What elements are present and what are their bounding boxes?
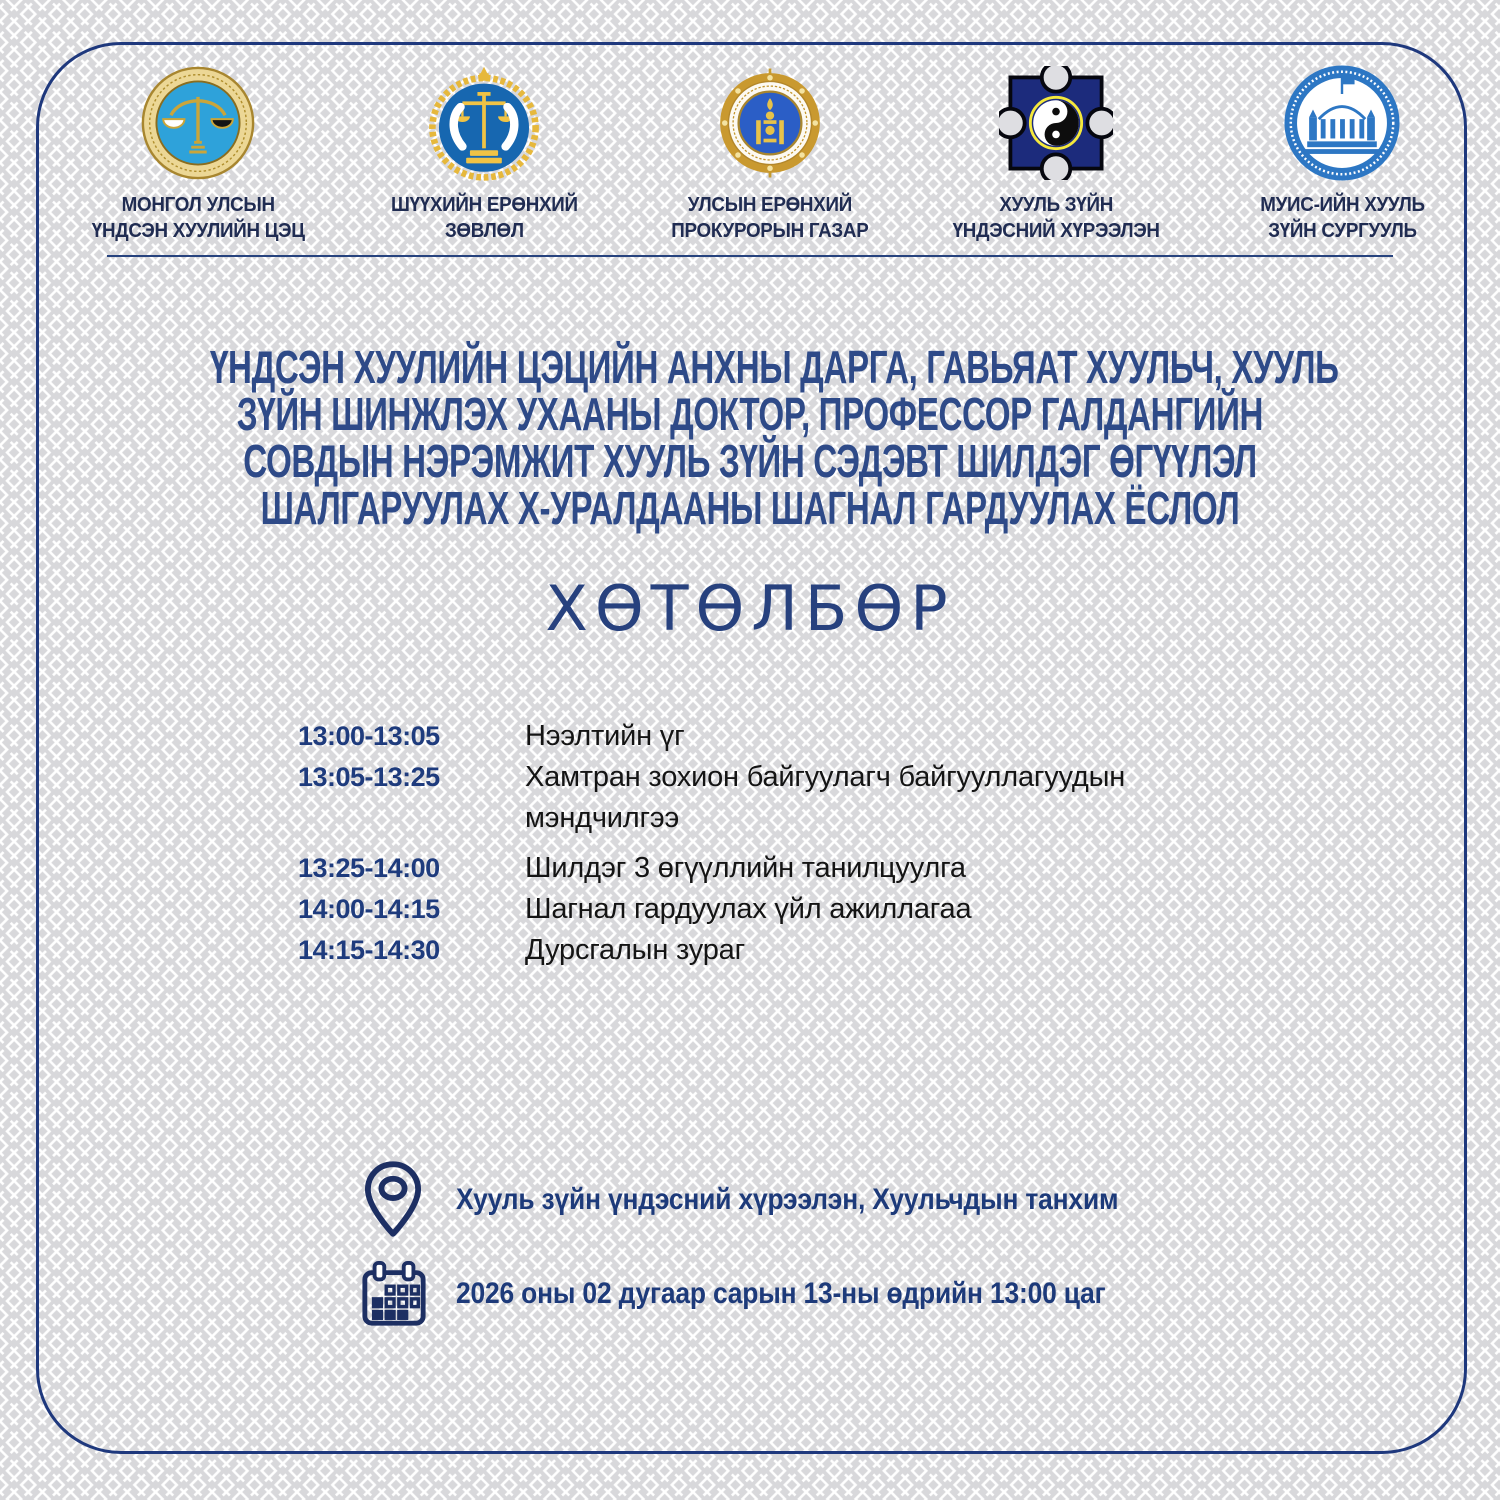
schedule-item: Хамтран зохион байгуулагч байгууллагуудын мэндчилгээ [525, 761, 1126, 834]
prosecutor-general-office-logo [710, 64, 830, 182]
schedule-row [298, 848, 1238, 889]
national-legal-institute-logo [999, 66, 1113, 180]
program-schedule [298, 716, 1238, 971]
logo-col-judicial-council [341, 64, 627, 244]
location-pin-icon [364, 1160, 422, 1240]
calendar-icon [360, 1260, 428, 1328]
event-title [210, 341, 1339, 534]
schedule-time: 14:00-14:15 [298, 894, 440, 924]
judicial-general-council-logo [423, 64, 545, 182]
event-title-line: ШАЛГАРУУЛАХ Х-УРАЛДААНЫ ШАГНАЛ ГАРДУУЛАХ ЁСЛОЛ [260, 482, 1240, 534]
schedule-item: Шагнал гардуулах үйл ажиллагаа [525, 893, 972, 925]
constitutional-court-logo [140, 65, 256, 181]
schedule-time: 13:25-14:00 [298, 853, 440, 883]
location-row [364, 1160, 1209, 1240]
logo-col-constitutional-court [55, 64, 341, 244]
schedule-item: Шилдэг 3 өгүүллийн танилцуулга [525, 852, 966, 884]
event-title-line: ҮНДСЭН ХУУЛИЙН ЦЭЦИЙН АНХНЫ ДАРГА, ГАВЬЯАТ ХУУЛЬЧ, ХУУЛЬ [210, 341, 1339, 393]
schedule-time: 13:00-13:05 [298, 721, 440, 751]
schedule-row [298, 889, 1238, 930]
schedule-row [298, 930, 1238, 971]
schedule-row [298, 716, 1238, 757]
schedule-item: Дурсгалын зураг [525, 934, 745, 966]
datetime-text: 2026 оны 02 дугаар сарын 13-ны өдрийн 13:00 цаг [456, 1277, 1106, 1310]
event-title-line: ЗҮЙН ШИНЖЛЭХ УХААНЫ ДОКТОР, ПРОФЕССОР ГАЛДАНГИЙН [236, 388, 1264, 440]
logo-label: МОНГОЛ УЛСЫН ҮНДСЭН ХУУЛИЙН ЦЭЦ [91, 194, 305, 242]
logo-label: ШҮҮХИЙН ЕРӨНХИЙ ЗӨВЛӨЛ [390, 194, 578, 242]
location-text: Хууль зүйн үндэсний хүрээлэн, Хуульчдын танхим [456, 1183, 1119, 1216]
logo-label: ХУУЛЬ ЗҮЙН ҮНДЭСНИЙ ХҮРЭЭЛЭН [952, 194, 1160, 242]
logo-col-prosecutor-office [627, 64, 913, 244]
event-title-line: СОВДЫН НЭРЭМЖИТ ХУУЛЬ ЗҮЙН СЭДЭВТ ШИЛДЭГ ӨГҮҮЛЭЛ [243, 435, 1257, 487]
num-law-school-logo [1284, 65, 1400, 181]
logo-col-legal-institute [913, 64, 1199, 244]
header-divider [107, 255, 1393, 257]
program-heading: ХӨТӨЛБӨР [545, 572, 955, 645]
schedule-time: 13:05-13:25 [298, 762, 440, 792]
schedule-time: 14:15-14:30 [298, 935, 440, 965]
datetime-row [360, 1260, 1194, 1328]
logo-col-num-law-school [1199, 64, 1485, 244]
schedule-row [298, 757, 1238, 839]
partner-logos-row [55, 64, 1485, 244]
logo-label: УЛСЫН ЕРӨНХИЙ ПРОКУРОРЫН ГАЗАР [671, 194, 869, 242]
schedule-item: Нээлтийн үг [525, 720, 685, 752]
logo-label: МУИС-ИЙН ХУУЛЬ ЗҮЙН СУРГУУЛЬ [1259, 194, 1425, 242]
